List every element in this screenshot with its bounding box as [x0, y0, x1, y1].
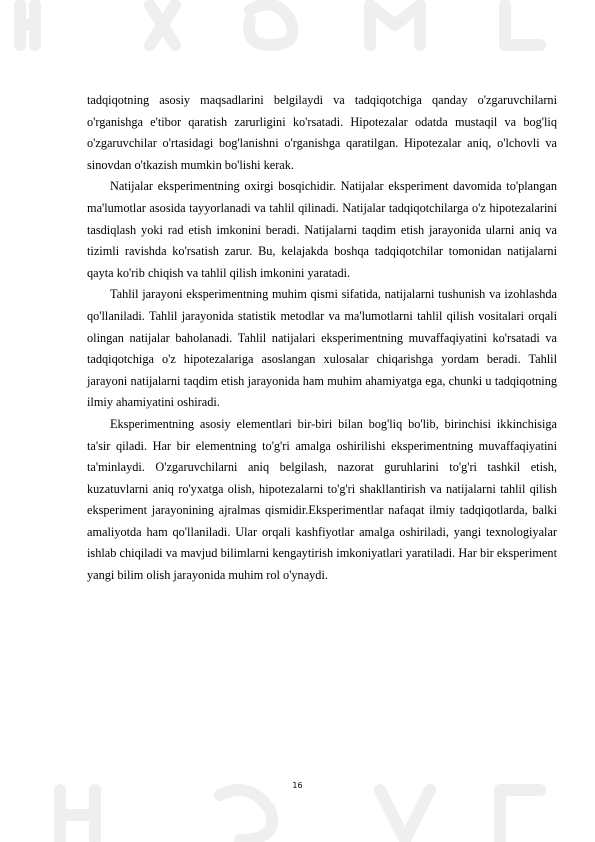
paragraph-3: Tahlil jarayoni eksperimentning muhim qismi sifatida, natijalarni tushunish va izohlashda qo'llaniladi. Tahlil jarayonida statistik metodlar va ma'lumotlarni tahlil qilish vositalari orqali olingan natijalar baholanadi. Tahlil natijalari eksperimentning muvaffaqiyatini ko'rsatadi va tadqiqotchiga o'z hipotezalariga asoslangan xulosalar chiqarishga yordam beradi. Tahlil jarayoni natijalarni taqdim etish jarayonida ham muhim ahamiyatga ega, chunki u tadqiqotning ilmiy ahamiyatini oshiradi.: [87, 287, 557, 410]
page-number: 16: [292, 781, 303, 790]
paragraph-1: tadqiqotning asosiy maqsadlarini belgilaydi va tadqiqotchiga qanday o'zgaruvchilarni o'rganishga e'tibor qaratish zarurligini ko'rsatadi. Hipotezalar odatda mustaqil va bog'liq o'zgaruvchilar o'rtasidagi bog'lanishni o'rganishga qaratilgan. Hipotezalar aniq, o'lchovli va sinovdan o'tkazish mumkin bo'lishi kerak.: [87, 93, 557, 172]
paragraph-4: Eksperimentning asosiy elementlari bir-biri bilan bog'liq bo'lib, birinchisi ikkinchisiga ta'sir qiladi. Har bir elementning to'g'ri amalga oshirilishi eksperimentning muvaffaqiyatini ta'minlaydi. O'zgaruvchilarni aniq belgilash, nazorat guruhlarini to'g'ri tashkil etish, kuzatuvlarni aniq ro'yxatga olish, hipotezalarni to'g'ri shakllantirish va natijalarni tahlil qilish eksperiment jarayonining ajralmas qismidir.Eksperimentlar nafaqat ilmiy tadqiqotlarda, balki amaliyotda ham qo'llaniladi. Ular orqali kashfiyotlar amalga oshiriladi, yangi texnologiyalar ishlab chiqiladi va mavjud bilimlarni kengaytirish imkoniyatlari yaratiladi. Har bir eksperiment yangi bilim olish jarayonida muhim rol o'ynaydi.: [87, 416, 557, 583]
document-body: [87, 90, 557, 587]
paragraph-2: Natijalar eksperimentning oxirgi bosqichidir. Natijalar eksperiment davomida to'plangan ma'lumotlar asosida tayyorlanadi va tahlil qilinadi. Natijalar tadqiqotchilarga o'z hipotezalarini tasdiqlash yoki rad etish imkonini beradi. Natijalarni taqdim etish jarayonida ularni aniq va tizimli ravishda ko'rsatish zarur. Bu, kelajakda boshqa tadqiqotchilar tomonidan natijalarni qayta ko'rib chiqish va tahlil qilish imkonini yaratadi.: [87, 179, 557, 280]
